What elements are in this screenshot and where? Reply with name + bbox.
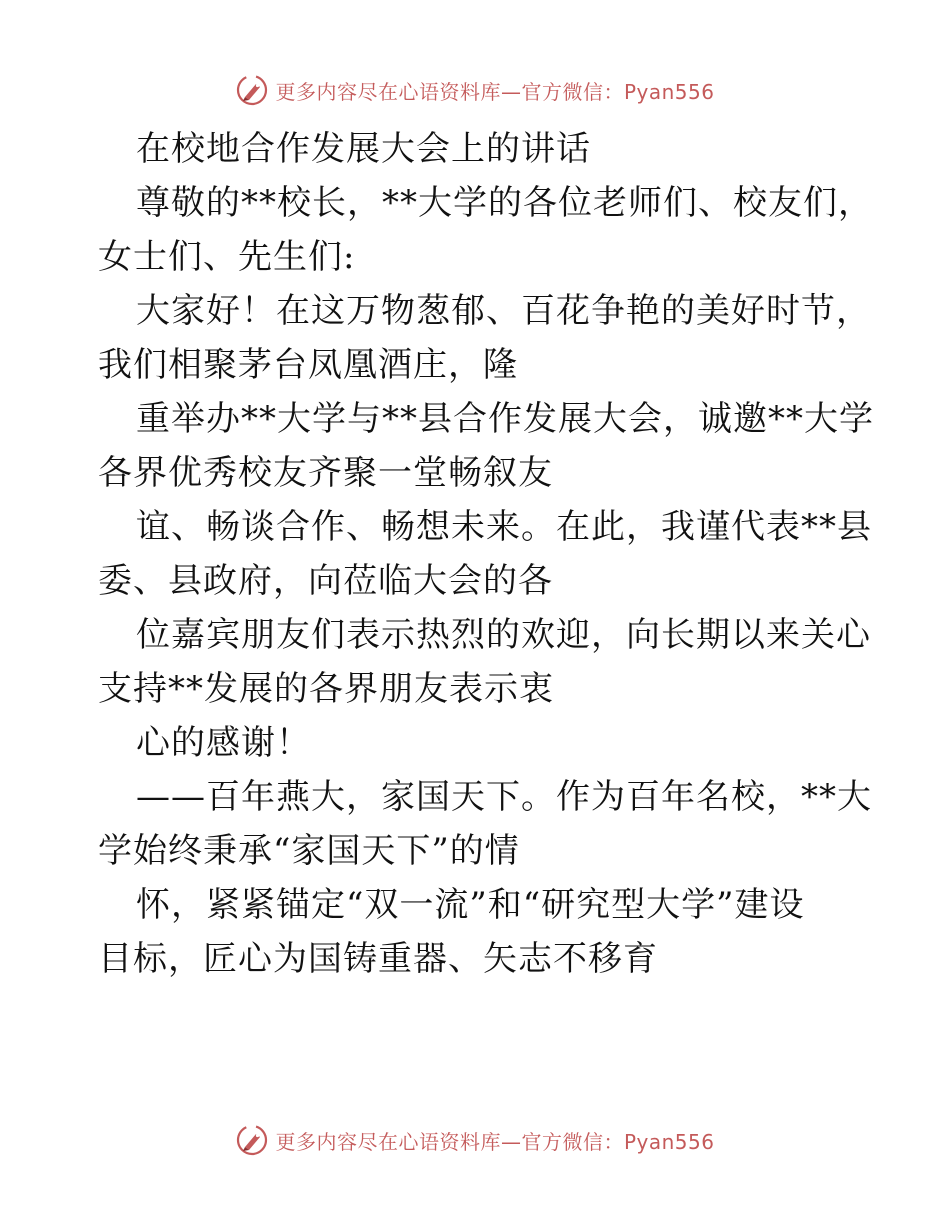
paragraph-line: 支持**发展的各界朋友表示衷 bbox=[98, 669, 554, 709]
paragraph-line: 各界优秀校友齐聚一堂畅叙友 bbox=[98, 453, 553, 493]
document-body bbox=[98, 122, 874, 986]
document-title: 在校地合作发展大会上的讲话 bbox=[136, 129, 591, 169]
paragraph-line: 心的感谢！ bbox=[136, 723, 311, 763]
banner-text: 更多内容尽在心语资料库—官方微信：Pyan556 bbox=[275, 1129, 715, 1154]
paragraph-line: 我们相聚茅台凤凰酒庄，隆 bbox=[98, 345, 518, 385]
paragraph-line: 学始终秉承“家国天下”的情 bbox=[98, 831, 520, 871]
pen-nib-circle-icon bbox=[235, 73, 269, 107]
paragraph-line: 谊、畅谈合作、畅想未来。在此，我谨代表**县 bbox=[136, 507, 872, 547]
paragraph-line: 位嘉宾朋友们表示热烈的欢迎，向长期以来关心 bbox=[136, 615, 871, 655]
paragraph-line: 目标，匠心为国铸重器、矢志不移育 bbox=[98, 939, 658, 979]
paragraph-line: ——百年燕大，家国天下。作为百年名校，**大 bbox=[136, 777, 872, 817]
footer-banner bbox=[0, 1120, 950, 1160]
paragraph-line: 怀，紧紧锚定“双一流”和“研究型大学”建设 bbox=[136, 885, 805, 925]
pen-nib-circle-icon bbox=[235, 1123, 269, 1157]
salutation-line: 尊敬的**校长，**大学的各位老师们、校友们， bbox=[136, 183, 873, 223]
header-banner bbox=[0, 70, 950, 110]
salutation-line: 女士们、先生们: bbox=[98, 237, 356, 277]
banner-text: 更多内容尽在心语资料库—官方微信：Pyan556 bbox=[275, 79, 715, 104]
paragraph-line: 重举办**大学与**县合作发展大会，诚邀**大学 bbox=[136, 399, 874, 439]
paragraph-line: 大家好！在这万物葱郁、百花争艳的美好时节， bbox=[136, 291, 871, 331]
paragraph-line: 委、县政府，向莅临大会的各 bbox=[98, 561, 553, 601]
